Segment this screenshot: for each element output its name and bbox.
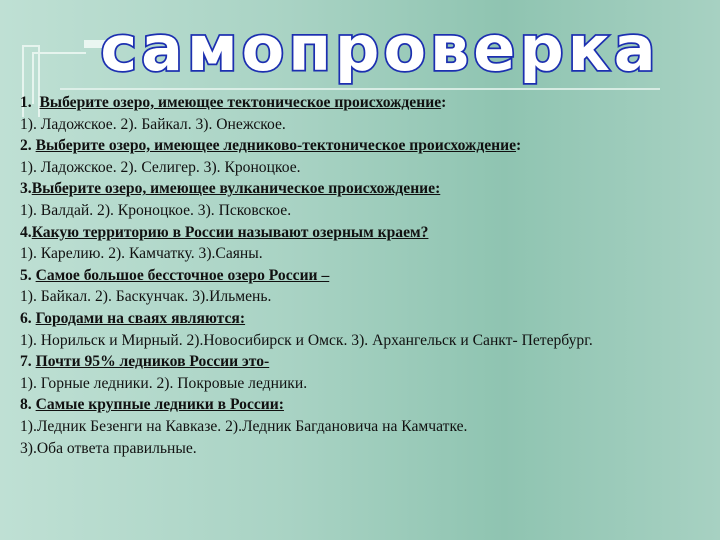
question-text: Какую территорию в России называют озерным краем? bbox=[31, 223, 429, 241]
question-number: 4. bbox=[20, 223, 32, 241]
question-2 bbox=[20, 135, 710, 157]
question-text: Городами на сваях являются: bbox=[35, 309, 246, 327]
answer-5: 1). Байкал. 2). Баскунчак. 3).Ильмень. bbox=[20, 288, 272, 306]
question-suffix: : bbox=[516, 137, 522, 155]
answer-6: 1). Норильск и Мирный. 2).Новосибирск и Омск. 3). Архангельск и Санкт- Петербург. bbox=[20, 331, 593, 349]
question-number: 8. bbox=[20, 396, 32, 414]
question-number: 1. bbox=[20, 94, 32, 111]
question-3 bbox=[20, 178, 710, 200]
question-6 bbox=[20, 308, 710, 330]
answer-7: 1). Горные ледники. 2). Покровые ледники. bbox=[20, 374, 308, 392]
question-number: 3. bbox=[20, 180, 32, 198]
answer-8: 1).Ледник Безенги на Кавказе. 2).Ледник Багдановича на Камчатке. bbox=[20, 417, 468, 435]
question-suffix: : bbox=[441, 94, 447, 111]
question-number: 2. bbox=[20, 137, 32, 155]
question-text: Выберите озеро, имеющее ледниково-тектоническое происхождение bbox=[35, 137, 517, 155]
question-7 bbox=[20, 351, 710, 373]
answer-2: 1). Ладожское. 2). Селигер. 3). Кроноцкое. bbox=[20, 158, 301, 176]
answer-8-extra: 3).Оба ответа правильные. bbox=[20, 439, 197, 457]
answer-3: 1). Валдай. 2). Кроноцкое. 3). Псковское. bbox=[20, 201, 292, 219]
question-text: Выберите озеро, имеющее тектоническое происхождение bbox=[39, 94, 442, 111]
question-number: 5. bbox=[20, 266, 32, 284]
question-number: 7. bbox=[20, 353, 32, 371]
answer-1: 1). Ладожское. 2). Байкал. 3). Онежское. bbox=[20, 115, 286, 133]
page-title-text: самопроверка bbox=[100, 12, 660, 85]
question-4 bbox=[20, 222, 710, 244]
question-5 bbox=[20, 265, 710, 287]
question-text: Почти 95% ледников России это- bbox=[35, 353, 270, 371]
quiz-content bbox=[20, 92, 710, 459]
question-8 bbox=[20, 394, 710, 416]
question-text: Самые крупные ледники в России: bbox=[35, 396, 284, 414]
question-number: 6. bbox=[20, 309, 32, 327]
question-1 bbox=[20, 92, 710, 114]
question-text: Самое большое бессточное озеро России – bbox=[35, 266, 330, 284]
page-title bbox=[0, 0, 720, 90]
question-text: Выберите озеро, имеющее вулканическое происхождение: bbox=[31, 180, 441, 198]
answer-4: 1). Карелию. 2). Камчатку. 3).Саяны. bbox=[20, 245, 263, 263]
